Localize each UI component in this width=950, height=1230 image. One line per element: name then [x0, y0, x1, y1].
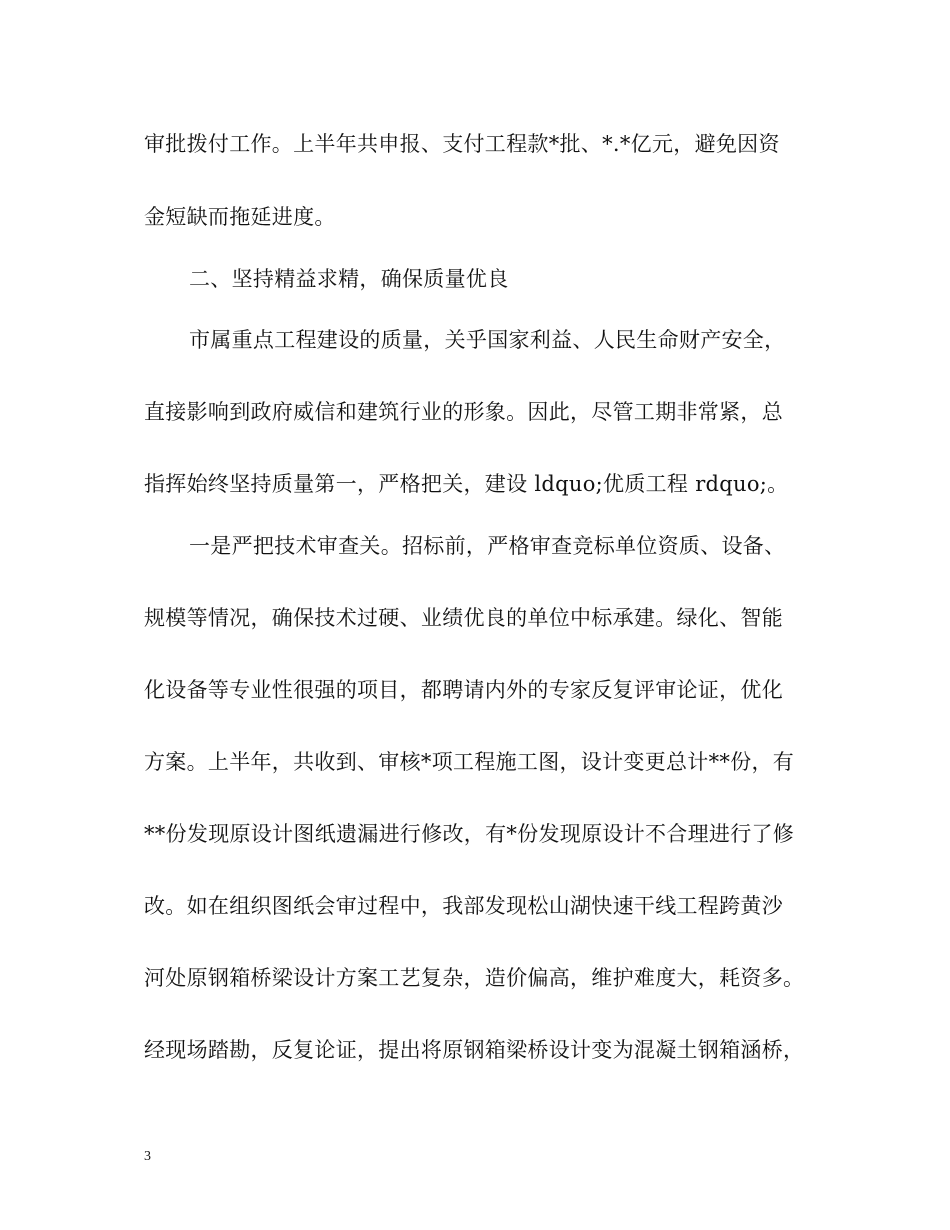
paragraph-line: 河处原钢箱桥梁设计方案工艺复杂，造价偏高，维护难度大，耗资多。 — [144, 966, 805, 990]
paragraph-line: 方案。上半年，共收到、审核*项工程施工图，设计变更总计**份，有 — [144, 750, 795, 774]
page-number: 3 — [144, 1149, 151, 1164]
paragraph-line: 规模等情况，确保技术过硬、业绩优良的单位中标承建。绿化、智能 — [144, 606, 783, 630]
paragraph-line: 改。如在组织图纸会审过程中，我部发现松山湖快速干线工程跨黄沙 — [144, 894, 783, 918]
paragraph-line: **份发现原设计图纸遗漏进行修改，有*份发现原设计不合理进行了修 — [144, 822, 795, 846]
paragraph-line: 经现场踏勘，反复论证，提出将原钢箱梁桥设计变为混凝土钢箱涵桥， — [144, 1038, 805, 1062]
paragraph-line: 金短缺而拖延进度。 — [144, 205, 336, 229]
section-heading: 二、坚持精益求精，确保质量优良 — [189, 267, 509, 291]
paragraph-line: 市属重点工程建设的质量，关乎国家利益、人民生命财产安全， — [189, 328, 786, 352]
paragraph-line: 一是严把技术审查关。招标前，严格审查竞标单位资质、设备、 — [189, 534, 786, 558]
paragraph-line: 指挥始终坚持质量第一，严格把关，建设 ldquo;优质工程 rdquo;。 — [144, 472, 789, 496]
paragraph-line: 审批拨付工作。上半年共申报、支付工程款*批、*.*亿元，避免因资 — [144, 132, 780, 156]
paragraph-line: 直接影响到政府威信和建筑行业的形象。因此，尽管工期非常紧，总 — [144, 400, 783, 424]
paragraph-line: 化设备等专业性很强的项目，都聘请内外的专家反复评审论证，优化 — [144, 678, 783, 702]
